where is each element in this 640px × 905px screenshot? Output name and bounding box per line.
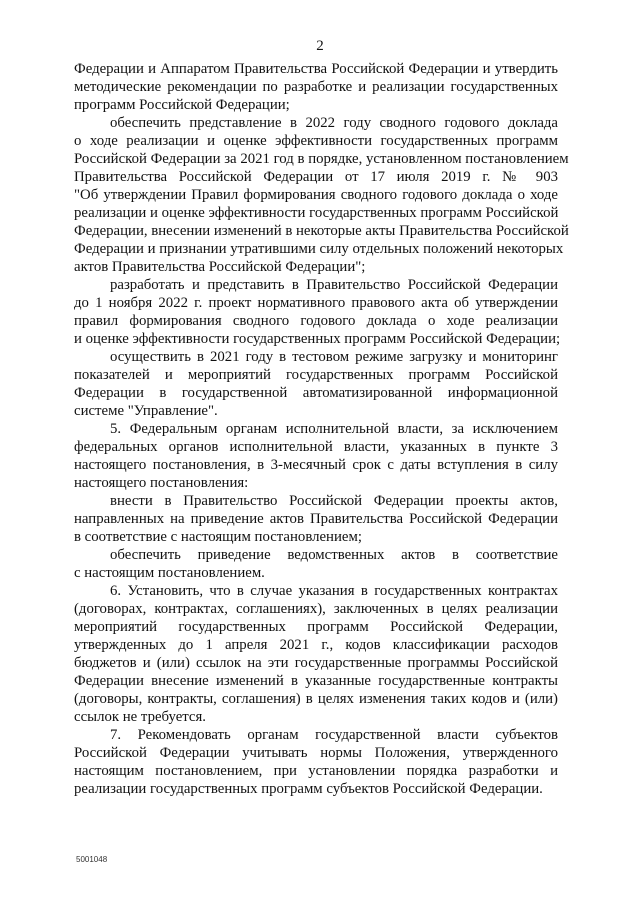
text-line: Федерации и признании утратившими силу отдельных положений некоторых [74,241,564,257]
text-line: Федерации, внесении изменений в некоторые акты Правительства Российской [74,223,569,239]
text-line: бюджетов и (или) ссылок на эти государственные программы Российской [74,655,558,671]
text-line: и оценке эффективности государственных программ Российской Федерации; [74,331,561,347]
text-line: 6. Установить, что в случае указания в государственных контрактах [110,583,558,599]
text-line: обеспечить приведение ведомственных актов в соответствие [110,547,558,563]
text-line: Федерации в государственной автоматизированной информационной [74,385,558,401]
text-line: настоящего постановления: [74,475,249,491]
text-line: программ Российской Федерации; [74,97,290,113]
text-line: 7. Рекомендовать органам государственной власти субъектов [110,727,558,743]
text-line: актов Правительства Российской Федерации"; [74,259,366,275]
text-line: мероприятий государственных программ Российской Федерации, [74,619,558,635]
text-line: настоящего постановления, в 3-месячный срок с даты вступления в силу [74,457,558,473]
text-line: Федерации внесение изменений в указанные государственные контракты [74,673,558,689]
document-body [74,60,569,798]
text-line: о ходе реализации и оценке эффективности государственных программ [74,133,558,149]
text-line: Федерации и Аппаратом Правительства Российской Федерации и утвердить [74,61,558,77]
text-line: (договорах, контрактах, соглашениях), заключенных в целях реализации [74,601,558,617]
text-line: разработать и представить в Правительство Российской Федерации [110,277,558,293]
text-line: Правительства Российской Федерации от 17 июля 2019 г. № 903 [74,169,558,185]
text-line: утвержденных до 1 апреля 2021 г., кодов классификации расходов [74,637,558,653]
text-line: федеральных органов исполнительной власти, указанных в пункте 3 [74,439,558,455]
text-line: внести в Правительство Российской Федерации проекты актов, [110,493,558,509]
text-line: 5. Федеральным органам исполнительной власти, за исключением [110,421,558,437]
text-line: обеспечить представление в 2022 году сводного годового доклада [110,115,558,131]
text-line: методические рекомендации по разработке и реализации государственных [74,79,558,95]
text-line: ссылок не требуется. [74,709,207,725]
text-line: осуществить в 2021 году в тестовом режиме загрузку и мониторинг [110,349,558,365]
text-line: Российской Федерации за 2021 год в порядке, установленном постановлением [74,151,569,167]
text-line: с настоящим постановлением. [74,565,265,581]
text-line: показателей и мероприятий государственных программ Российской [74,367,558,383]
text-line: реализации и оценке эффективности государственных программ Российской [74,205,559,221]
text-line: в соответствие с настоящим постановлением; [74,529,362,545]
text-line: до 1 ноября 2022 г. проект нормативного правового акта об утверждении [74,295,558,311]
text-line: (договоры, контракты, соглашения) в целях изменения таких кодов и (или) [74,691,558,707]
page-number: 2 [316,38,324,54]
text-line: Российской Федерации учитывать нормы Положения, утвержденного [74,745,558,761]
text-line: "Об утверждении Правил формирования сводного годового доклада о ходе [74,187,558,203]
text-line: правил формирования сводного годового доклада о ходе реализации [74,313,558,329]
text-line: настоящим постановлением, при установлении порядка разработки и [74,763,558,779]
text-line: реализации государственных программ субъектов Российской Федерации. [74,781,543,797]
text-line: направленных на приведение актов Правительства Российской Федерации [74,511,558,527]
document-code: 5001048 [76,855,108,864]
text-line: системе "Управление". [74,403,218,419]
